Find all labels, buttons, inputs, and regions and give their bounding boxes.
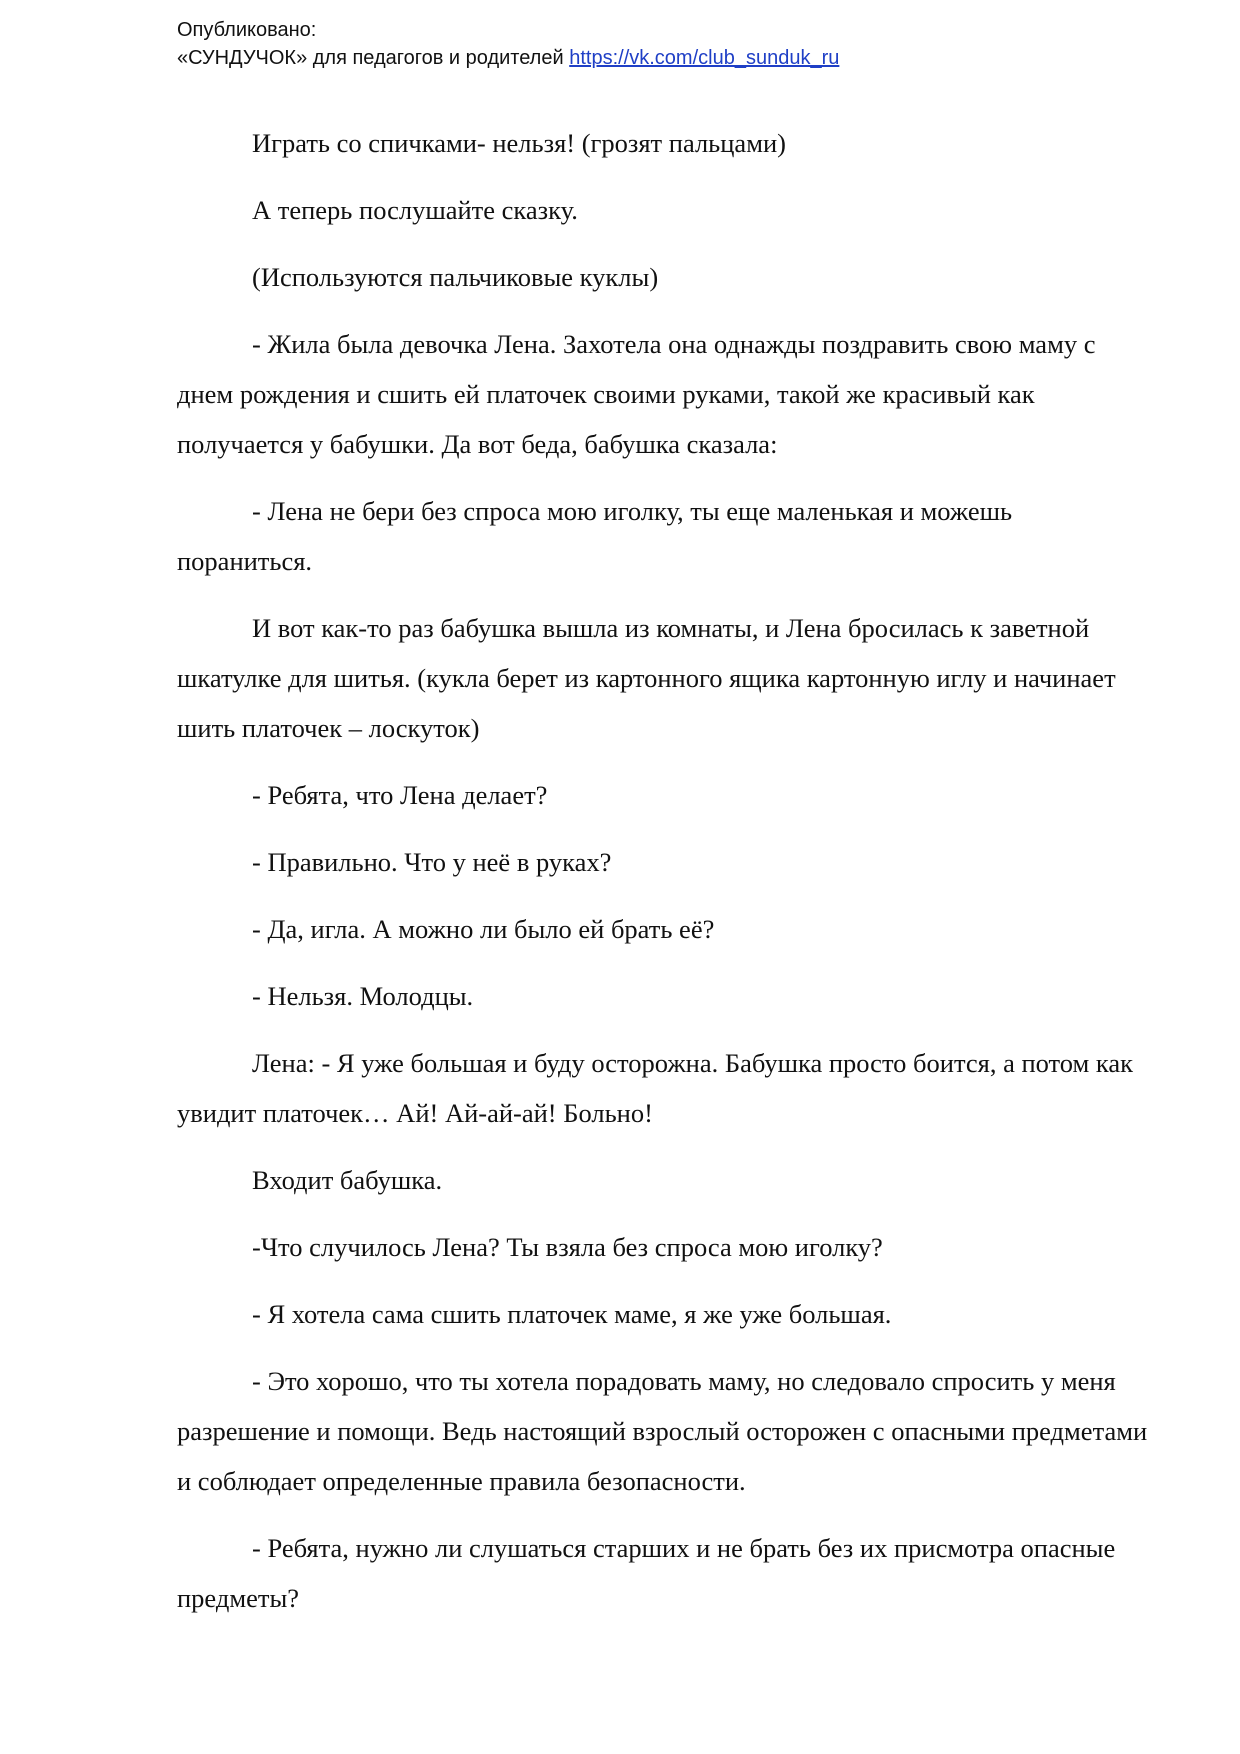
- paragraph: (Используются пальчиковые куклы): [252, 262, 659, 292]
- paragraph: - Правильно. Что у неё в руках?: [252, 847, 612, 877]
- paragraph: Лена: - Я уже большая и буду осторожна. Бабушка просто боится, а потом как увидит платочек… Ай! Ай-ай-ай! Больно!: [177, 1048, 1134, 1128]
- paragraph: - Нельзя. Молодцы.: [252, 981, 474, 1011]
- paragraph: А теперь послушайте сказку.: [252, 195, 578, 225]
- paragraph: - Это хорошо, что ты хотела порадовать маму, но следовало спросить у меня разрешение и помощи. Ведь настоящий взрослый осторожен с опасными предметами и соблюдает определенные правила безопасности.: [177, 1366, 1148, 1496]
- story-text: [177, 118, 1152, 1640]
- paragraph: - Ребята, нужно ли слушаться старших и не брать без их присмотра опасные предметы?: [177, 1533, 1116, 1613]
- paragraph: И вот как-то раз бабушка вышла из комнаты, и Лена бросилась к заветной шкатулке для шитья. (кукла берет из картонного ящика картонную иглу и начинает шить платочек – лоскуток): [177, 613, 1116, 743]
- paragraph: - Лена не бери без спроса мою иголку, ты еще маленькая и можешь пораниться.: [177, 496, 1013, 576]
- club-link[interactable]: https://vk.com/club_sunduk_ru: [569, 47, 840, 69]
- published-label: Опубликовано:: [177, 19, 317, 41]
- paragraph: - Я хотела сама сшить платочек маме, я же уже большая.: [252, 1299, 892, 1329]
- paragraph: - Ребята, что Лена делает?: [252, 780, 548, 810]
- publication-header: [177, 16, 1177, 72]
- site-line: [177, 44, 1177, 72]
- paragraph: Входит бабушка.: [252, 1165, 443, 1195]
- paragraph: Играть со спичками- нельзя! (грозят пальцами): [252, 128, 786, 158]
- paragraph: - Да, игла. А можно ли было ей брать её?: [252, 914, 715, 944]
- paragraph: -Что случилось Лена? Ты взяла без спроса мою иголку?: [252, 1232, 883, 1262]
- paragraph: - Жила была девочка Лена. Захотела она однажды поздравить свою маму с днем рождения и сшить ей платочек своими руками, такой же красивый как получается у бабушки. Да вот беда, бабушка сказала:: [177, 329, 1096, 459]
- site-name: «СУНДУЧОК» для педагогов и родителей: [177, 47, 570, 69]
